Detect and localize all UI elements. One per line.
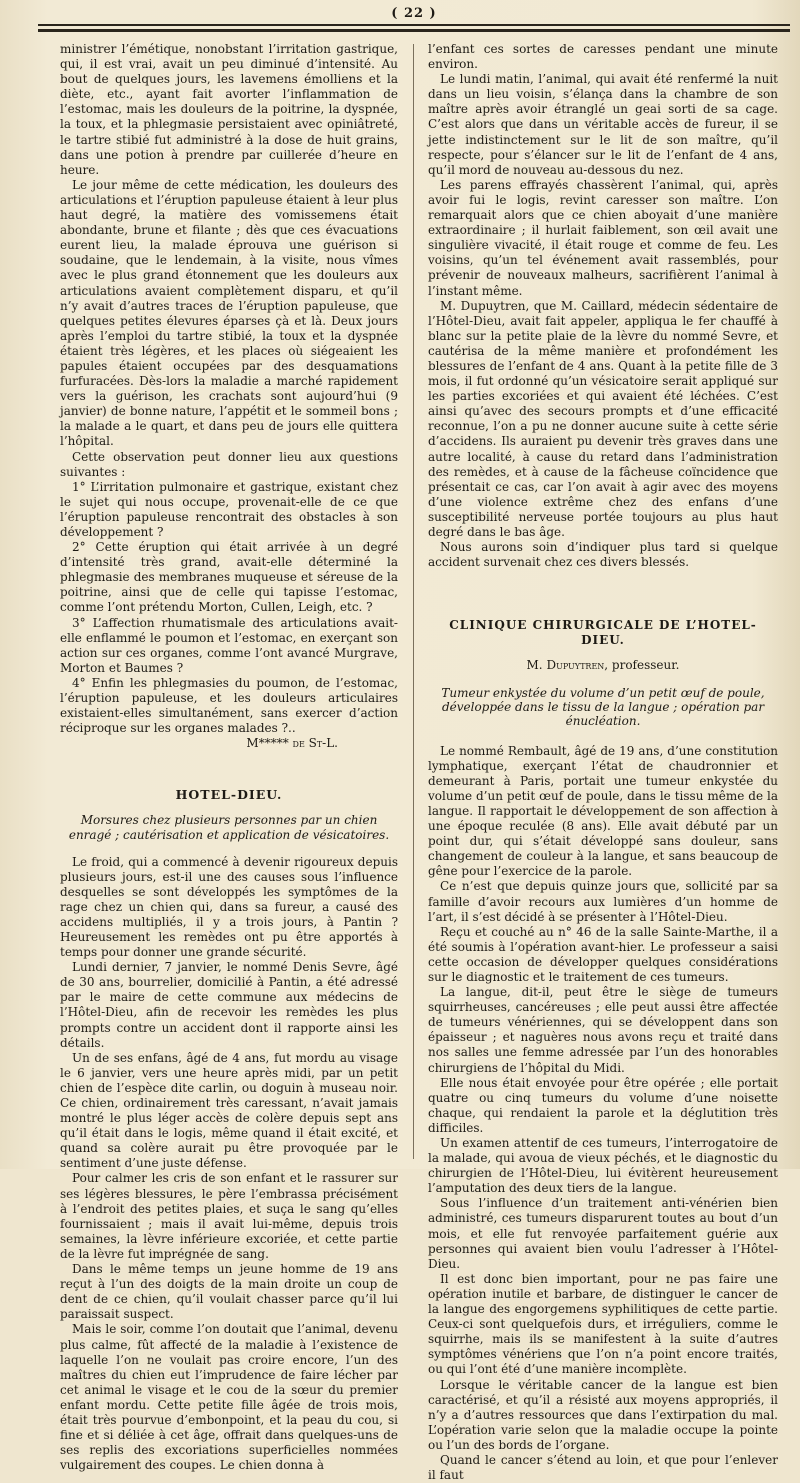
paragraph: Dans le même temps un jeune homme de 19 ans reçut à l’un des doigts de la main droite un coup de dent de ce chien, qu’il voulait chasser parce qu’il lui paraissait suspect. (60, 1262, 398, 1322)
paragraph: Un examen attentif de ces tumeurs, l’interrogatoire de la malade, qui avoua de vieux péchés, et le diagnostic du chirurgien de l’Hôtel-Dieu, lui évitèrent heureusement l’amputation des deux tiers de la langue. (428, 1136, 778, 1196)
paragraph: Le lundi matin, l’animal, qui avait été renfermé la nuit dans un lieu voisin, s’élança dans la chambre de son maître après avoir étranglé un geai sorti de sa cage. C’est alors que dans un véritable accès de fureur, il se jette indistinctement sur le lit de son maître, qu’il respecte, pour s’élancer sur le lit de l’enfant de 4 ans, qu’il mord de nouveau au-dessous du nez. (428, 72, 778, 177)
paragraph: Ce n’est que depuis quinze jours que, sollicité par sa famille d’avoir recours aux lumières d’un homme de l’art, il s’est décidé à se présenter à l’Hôtel-Dieu. (428, 879, 778, 924)
professor-suffix: , professeur. (604, 658, 680, 673)
paragraph: Mais le soir, comme l’on doutait que l’animal, devenu plus calme, fût affecté de la maladie à l’existence de laquelle l’on ne voulait pas croire encore, l’un des maîtres du chien eut l’imprudence de faire lécher par cet animal le visage et le cou de la sœur du premier enfant mordu. Cette petite fille âgée de trois mois, était très pourvue d’embonpoint, et la peau du cou, si fine et si déliée à cet âge, offrait dans quelques-uns de ses replis des excoriations superficielles nommées vulgairement des coupes. Le chien donna à (60, 1322, 398, 1473)
paragraph: 3° L’affection rhumatismale des articulations avait-elle enflammé le poumon et l’estomac, en exerçant son action sur ces organes, comme l’ont avancé Murgrave, Morton et Baumes ? (60, 615, 398, 675)
professor-prefix: M. (526, 658, 543, 673)
paragraph: Cette observation peut donner lieu aux questions suivantes : (60, 449, 398, 479)
paragraph: Lundi dernier, 7 janvier, le nommé Denis Sevre, âgé de 30 ans, bourrelier, domicilié à Pantin, a été adressé par le maire de cette commune aux médecins de l’Hôtel-Dieu, afin de recevoir les remèdes les plus prompts contre un accident dont il rapporte ainsi les détails. (60, 960, 398, 1050)
page-header (38, 4, 790, 38)
author-signature: M***** de St-L. (246, 736, 338, 751)
paragraph: Nous aurons soin d’indiquer plus tard si quelque accident survenait chez ces divers blessés. (428, 540, 778, 570)
paragraph: l’enfant ces sortes de caresses pendant une minute environ. (428, 42, 778, 72)
professor-line (428, 658, 778, 673)
section-heading: HOTEL-DIEU. (175, 787, 283, 803)
paragraph: Un de ses enfans, âgé de 4 ans, fut mordu au visage le 6 janvier, vers une heure après midi, par un petit chien de l’espèce dite carlin, ou doguin à museau noir. Ce chien, ordinairement très caressant, n’avait jamais montré le plus léger accès de colère depuis sept ans qu’il était dans le logis, même quand il était excité, et quand sa colère aurait pu être provoquée par le sentiment d’une juste défense. (60, 1050, 398, 1171)
paragraph: Le jour même de cette médication, les douleurs des articulations et l’éruption papuleuse étaient à leur plus haut degré, la matière des vomissemens était abondante, brune et filante ; dès que ces évacuations eurent lieu, la malade éprouva une guérison si soudaine, que le lendemain, à la visite, nous vîmes avec le plus grand étonnement que les douleurs aux articulations avaient complètement disparu, et qu’il n’y avait d’autres traces de l’éruption papuleuse, que quelques petites élevures éparses çà et là. Deux jours après l’emploi du tartre stibié, la toux et la dyspnée étaient très légères, et les places où siégeaient les papules étaient occupées par des desquamations furfuracées. Dès-lors la maladie a marché rapidement vers la guérison, les crachats sont aujourd’hui (9 janvier) de bonne nature, l’appétit et le sommeil bons ; la malade a le quart, et dans peu de jours elle quittera l’hôpital. (60, 177, 398, 449)
section-heading: CLINIQUE CHIRURGICALE DE L’HOTEL-DIEU. (449, 618, 757, 648)
paragraph: ministrer l’émétique, nonobstant l’irritation gastrique, qui, il est vrai, avait un peu diminué d’intensité. Au bout de quelques jours, les lavemens émolliens et la diète, etc., ayant fait avorter l’inflammation de l’estomac, mais les douleurs de la poitrine, la dyspnée, la toux, et la phlegmasie persistaient avec opiniâtreté, le tartre stibié fut administré à la dose de huit grains, dans une potion à prendre par cuillerée d’heure en heure. (60, 42, 398, 177)
column-divider (413, 44, 414, 1159)
paragraph: Quand le cancer s’étend au loin, et que pour l’enlever il faut (428, 1452, 778, 1483)
case-title: Tumeur enkystée du volume d’un petit œuf de poule, développée dans le tissu de la langue ; opération par énucléation. (441, 685, 765, 728)
paragraph: Sous l’influence d’un traitement anti-vénérien bien administré, ces tumeurs disparurent toutes au bout d’un mois, et elle fut renvoyée parfaitement guérie aux personnes qui avaient bien voulu l’adresser à l’Hôtel-Dieu. (428, 1196, 778, 1271)
paragraph: Pour calmer les cris de son enfant et le rassurer sur ses légères blessures, le père l’embrassa précisément à l’endroit des petites plaies, et suça le sang qu’elles fournissaient ; mais il avait lui-même, depuis trois semaines, la lèvre inférieure excoriée, et cette partie de la lèvre fut imprégnée de sang. (60, 1171, 398, 1261)
page-number: ( 22 ) (391, 6, 437, 21)
paragraph: M. Dupuytren, que M. Caillard, médecin sédentaire de l’Hôtel-Dieu, avait fait appeler, appliqua le fer chauffé à blanc sur la petite plaie de la lèvre du nommé Sevre, et cautérisa de la même manière et profondément les blessures de l’enfant de 4 ans. Quant à la petite fille de 3 mois, il fut ordonné qu’un vésicatoire serait appliqué sur les parties excoriées et qui avaient été léchées. C’est ainsi qu’avec des secours prompts et d’une efficacité reconnue, l’on a pu ne donner aucune suite à cette série d’accidens. Ils auraient pu devenir très graves dans une autre localité, à cause du retard dans l’administration des remèdes, et à cause de la fâcheuse coïncidence que présentait ce cas, car l’on avait à agir avec des moyens d’une violence extrême chez des enfans d’une susceptibilité nerveuse portée toujours au plus haut degré dans le bas âge. (428, 298, 778, 539)
header-rule (38, 24, 790, 26)
paragraph: Le nommé Rembault, âgé de 19 ans, d’une constitution lymphatique, exerçant l’état de chaudronnier et demeurant à Paris, portait une tumeur enkystée du volume d’un petit œuf de poule, dans le tissu même de la langue. Il rapportait le développement de son affection à une époque reculée (8 ans). Elle avait débuté par un point dur, qui s’était développé sans douleur, sans changement de couleur à la langue, et sans beaucoup de gêne pour l’exercice de la parole. (428, 743, 778, 879)
header-rule-thick (38, 29, 790, 32)
paragraph: Elle nous était envoyée pour être opérée ; elle portait quatre ou cinq tumeurs du volume d’une noisette chaque, qui rendaient la parole et la déglutition très difficiles. (428, 1075, 778, 1135)
paragraph: Il est donc bien important, pour ne pas faire une opération inutile et barbare, de distinguer le cancer de la langue des engorgemens syphilitiques de cette partie. Ceux-ci sont quelquefois durs, et irréguliers, comme le squirrhe, mais ils se manifestent à la suite d’autres symptômes vénériens que l’on n’a point encore traités, ou qui l’ont été d’une manière incomplète. (428, 1271, 778, 1377)
professor-name: Dupuytren (546, 658, 605, 673)
paragraph: 1° L’irritation pulmonaire et gastrique, existant chez le sujet qui nous occupe, provenait-elle de ce que l’éruption papuleuse rencontrait des obstacles à son développement ? (60, 479, 398, 539)
paragraph: Le froid, qui a commencé à devenir rigoureux depuis plusieurs jours, est-il une des causes sous l’influence desquelles se sont développés les symptômes de la rage chez un chien qui, dans sa fureur, a causé des accidens multipliés, il y a trois jours, à Pantin ? Heureusement les remèdes ont pu être apportés à temps pour donner une grande sécurité. (60, 854, 398, 960)
left-column (60, 42, 398, 1473)
article-subtitle: Morsures chez plusieurs personnes par un chien enragé ; cautérisation et application de vésicatoires. (68, 812, 390, 842)
paragraph: 2° Cette éruption qui était arrivée à un degré d’intensité très grand, avait-elle déterminé la phlegmasie des membranes muqueuse et séreuse de la poitrine, ainsi que de celle qui tapisse l’estomac, comme l’ont prétendu Morton, Cullen, Leigh, etc. ? (60, 540, 398, 615)
paragraph: 4° Enfin les phlegmasies du poumon, de l’estomac, l’éruption papuleuse, et les douleurs articulaires existaient-elles simultanément, sans exercer d’action réciproque sur les organes malades ?.. (60, 675, 398, 736)
paragraph: Les parens effrayés chassèrent l’animal, qui, après avoir fui le logis, revint caresser son maître. L’on remarquait alors que ce chien aboyait d’une manière extraordinaire ; il hurlait faiblement, son œil avait une singulière vivacité, il était rouge et comme de feu. Les voisins, qu’un tel événement avait rassemblés, pour prévenir de nouveaux malheurs, sacrifièrent l’animal à l’instant même. (428, 177, 778, 298)
right-column (428, 42, 778, 1483)
paragraph: Reçu et couché au n° 46 de la salle Sainte-Marthe, il a été soumis à l’opération avant-hier. Le professeur a saisi cette occasion de développer quelques considérations sur le diagnostic et le traitement de ces tumeurs. (428, 924, 778, 984)
paragraph: Lorsque le véritable cancer de la langue est bien caractérisé, et qu’il a résisté aux moyens appropriés, il n’y a d’autres ressources que dans l’extirpation du mal. L’opération varie selon que la maladie occupe la pointe ou l’un des bords de l’organe. (428, 1377, 778, 1452)
paragraph: La langue, dit-il, peut être le siège de tumeurs squirrheuses, cancéreuses ; elle peut aussi être affectée de tumeurs vénériennes, qui se développent dans son épaisseur ; et naguères nous avons reçu et traité dans nos salles une femme adressée par l’un des honorables chirurgiens de l’hôpital du Midi. (428, 985, 778, 1075)
